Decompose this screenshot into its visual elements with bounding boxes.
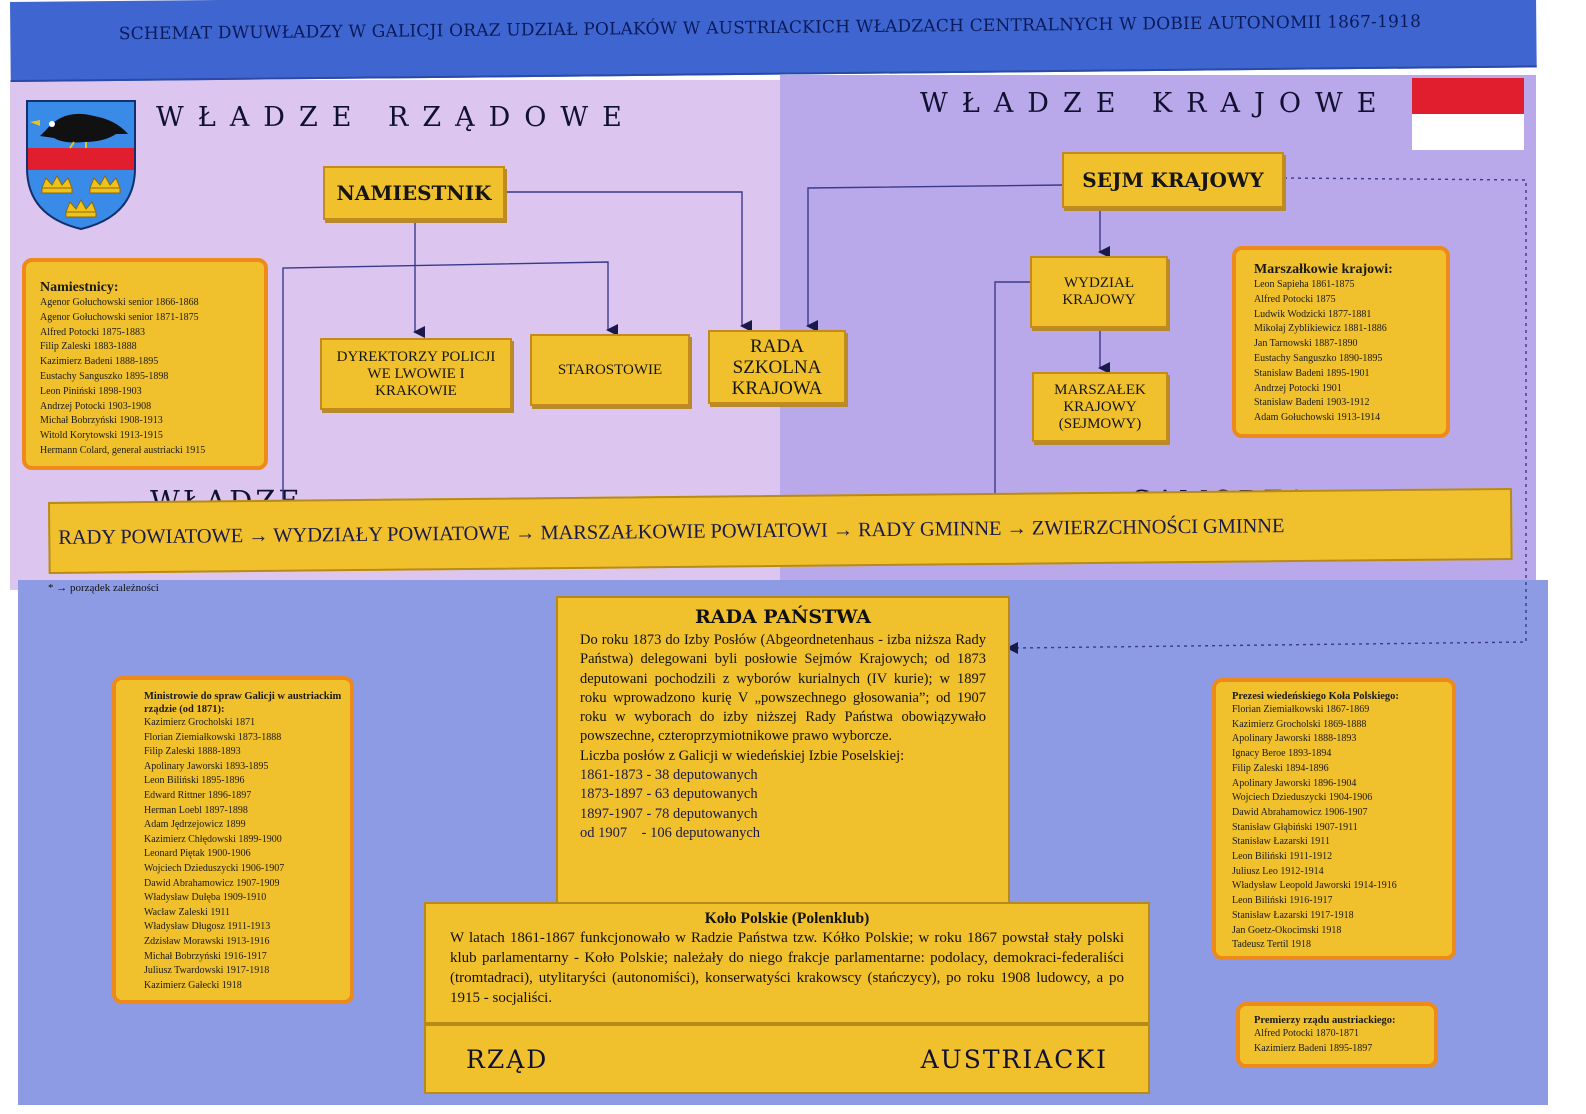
namiestnik-list-item: Eustachy Sanguszko 1895-1898	[40, 370, 169, 382]
namiestnik-list-item: Agenor Gołuchowski senior 1871-1875	[40, 311, 199, 323]
rada-panstwa-heading: RADA PAŃSTWA	[694, 606, 872, 628]
prezes-list-item: Stanisław Łazarski 1911	[1232, 836, 1330, 848]
panel-premierzy-heading: Premierzy rządu austriackiego:	[1254, 1015, 1396, 1026]
prezes-list-item: Stanisław Głąbiński 1907-1911	[1232, 821, 1358, 833]
panel-marszalkowie	[1232, 246, 1450, 438]
marszalek-list-item: Andrzej Potocki 1901	[1254, 382, 1342, 394]
panel-prezesi-heading: Prezesi wiedeńskiego Koła Polskiego:	[1232, 691, 1399, 702]
kolo-polskie-heading: Koło Polskie (Polenklub)	[704, 910, 870, 927]
minister-list-item: Apolinary Jaworski 1893-1895	[144, 760, 269, 772]
namiestnik-list-item: Agenor Gołuchowski senior 1866-1868	[40, 297, 199, 308]
minister-list-item: Kazimierz Chłędowski 1899-1900	[144, 833, 282, 845]
node-dyrektorzy-policji: DYREKTORZY POLICJI WE LWOWIE I KRAKOWIE	[320, 338, 512, 410]
prezes-list-item: Juliusz Leo 1912-1914	[1232, 865, 1324, 877]
minister-list-item: Kazimierz Grocholski 1871	[144, 717, 256, 728]
node-starostowie: STAROSTOWIE	[530, 334, 690, 406]
kolo-polskie-text: W latach 1861-1867 funkcjonowało w Radzie Państwa tzw. Kółko Polskie; w roku 1867 powstał stały polski klub parlamentarny - Koło Polskie; należały do niego frakcje parlamentarne: podolacy, demokraci-federaliści (tromtadraci), utylitaryści (autonomiści), konserwatyści krakowscy (stańczycy), po roku 1908 ludowcy, a po 1915 - socjaliści.	[450, 930, 1124, 1006]
panel-ministrowie-heading: Ministrowie do spraw Galicji w austriackim rządzie (od 1871):	[144, 691, 342, 715]
namiestnik-list-item: Kazimierz Badeni 1888-1895	[40, 356, 159, 368]
panel-premierzy	[1236, 1002, 1438, 1068]
prezes-list-item: Florian Ziemiałkowski 1867-1869	[1232, 704, 1370, 715]
namiestnik-list-item: Alfred Potocki 1875-1883	[40, 326, 145, 338]
prezes-list-item: Tadeusz Tertil 1918	[1232, 939, 1311, 951]
marszalek-list-item: Adam Gołuchowski 1913-1914	[1254, 412, 1381, 424]
panel-marszalkowie-heading: Marszałkowie krajowi:	[1254, 262, 1393, 277]
minister-list-item: Wojciech Dzieduszycki 1906-1907	[144, 862, 285, 874]
minister-list-item: Władysław Dułęba 1909-1910	[144, 892, 267, 904]
minister-list-item: Michał Bobrzyński 1916-1917	[144, 950, 267, 962]
namiestnik-list-item: Filip Zaleski 1883-1888	[40, 341, 137, 353]
node-marszalek-krajowy: MARSZAŁEK KRAJOWY (SEJMOWY)	[1032, 372, 1168, 442]
marszalek-list-item: Eustachy Sanguszko 1890-1895	[1254, 352, 1383, 364]
minister-list-item: Edward Rittner 1896-1897	[144, 789, 252, 801]
minister-list-item: Adam Jędrzejowicz 1899	[144, 819, 246, 831]
footnote: * → porządek zależności	[48, 582, 159, 594]
marszalek-list-item: Jan Tarnowski 1887-1890	[1254, 338, 1358, 350]
panel-prezesi	[1212, 678, 1456, 960]
premier-list-item: Kazimierz Badeni 1895-1897	[1254, 1042, 1373, 1054]
rada-panstwa-text: Do roku 1873 do Izby Posłów (Abgeordnetenhaus - izba niższa Rady Państwa) delegowani byli posłowie Sejmów Krajowych; od 1873 deputowani pochodzili z wyborów kurialnych (IV kurie); w 1897 roku wprowadzono kurię V „powszechnego głosowania”; od 1907 roku w wyborach do izby niższej Rady Państwa obowiązywało powszechne, czteroprzymiotnikowe prawo wyborcze.	[580, 632, 986, 745]
namiestnik-list-item: Hermann Colard, generał austriacki 1915	[40, 444, 206, 456]
minister-list-item: Juliusz Twardowski 1917-1918	[144, 965, 270, 977]
prezesi-list	[1232, 703, 1444, 953]
prezes-list-item: Wojciech Dzieduszycki 1904-1906	[1232, 792, 1373, 804]
premierzy-list	[1254, 1027, 1426, 1057]
panel-namiestnicy-heading: Namiestnicy:	[40, 280, 119, 295]
prezes-list-item: Apolinary Jaworski 1888-1893	[1232, 733, 1357, 745]
marszalek-list-item: Ludwik Wodzicki 1877-1881	[1254, 308, 1372, 320]
prezes-list-item: Filip Zaleski 1894-1896	[1232, 762, 1329, 774]
minister-list-item: Florian Ziemiałkowski 1873-1888	[144, 731, 282, 743]
rzad-austriacki-strip	[424, 1024, 1150, 1094]
prezes-list-item: Jan Goetz-Okocimski 1918	[1232, 924, 1342, 936]
prezes-list-item: Dawid Abrahamowicz 1906-1907	[1232, 806, 1368, 818]
prezes-list-item: Leon Biliński 1911-1912	[1232, 851, 1333, 863]
panel-ministrowie	[112, 676, 354, 1004]
node-sejm-krajowy: SEJM KRAJOWY	[1062, 152, 1284, 208]
prezes-list-item: Apolinary Jaworski 1896-1904	[1232, 777, 1357, 789]
marszalkowie-list	[1254, 278, 1438, 426]
rada-panstwa-stats-heading: Liczba posłów z Galicji w wiedeńskiej Izbie Poselskiej:	[580, 747, 905, 764]
namiestnik-list-item: Leon Piniński 1898-1903	[40, 385, 142, 397]
node-wydzial-krajowy: WYDZIAŁ KRAJOWY	[1030, 256, 1168, 328]
marszalek-list-item: Mikołaj Zyblikiewicz 1881-1886	[1254, 323, 1387, 335]
samorzad-strip: RADY POWIATOWE → WYDZIAŁY POWIATOWE → MARSZAŁKOWIE POWIATOWI → RADY GMINNE → ZWIERZCHNOŚCI GMINNE	[48, 488, 1513, 574]
prezes-list-item: Leon Biliński 1916-1917	[1232, 895, 1333, 907]
minister-list-item: Kazimierz Gałecki 1918	[144, 979, 242, 991]
minister-list-item: Wacław Zaleski 1911	[144, 906, 231, 918]
minister-list-item: Władysław Długosz 1911-1913	[144, 921, 271, 933]
prezes-list-item: Władysław Leopold Jaworski 1914-1916	[1232, 880, 1397, 892]
minister-list-item: Zdzisław Morawski 1913-1916	[144, 935, 270, 947]
namiestnik-list-item: Witold Korytowski 1913-1915	[40, 430, 163, 442]
prezes-list-item: Stanisław Łazarski 1917-1918	[1232, 909, 1354, 921]
prezes-list-item: Kazimierz Grocholski 1869-1888	[1232, 718, 1367, 730]
panel-kolo-polskie	[424, 902, 1150, 1024]
minister-list-item: Dawid Abrahamowicz 1907-1909	[144, 877, 280, 889]
marszalek-list-item: Leon Sapieha 1861-1875	[1254, 279, 1355, 290]
heading-wladze-rzadowe: WŁADZE RZĄDOWE	[156, 102, 636, 133]
node-namiestnik: NAMIESTNIK	[323, 166, 505, 220]
rada-panstwa-stats-list	[580, 766, 986, 843]
deputies-stat-item: od 1907 - 106 deputowanych	[580, 824, 761, 841]
deputies-stat-item: 1861-1873 - 38 deputowanych	[580, 767, 758, 784]
prezes-list-item: Ignacy Beroe 1893-1894	[1232, 748, 1332, 760]
ministrowie-list	[144, 716, 342, 993]
minister-list-item: Herman Loebl 1897-1898	[144, 804, 248, 816]
minister-list-item: Leon Biliński 1895-1896	[144, 775, 245, 787]
namiestnik-list-item: Andrzej Potocki 1903-1908	[40, 400, 152, 412]
marszalek-list-item: Stanisław Badeni 1895-1901	[1254, 367, 1370, 379]
heading-wladze-krajowe: WŁADZE KRAJOWE	[920, 88, 1391, 119]
namiestnik-list-item: Michał Bobrzyński 1908-1913	[40, 415, 163, 427]
namiestnicy-list	[40, 296, 254, 459]
panel-rada-panstwa	[556, 596, 1010, 904]
page-title: SCHEMAT DWUWŁADZY W GALICJI ORAZ UDZIAŁ POLAKÓW W AUSTRIACKICH WŁADZACH CENTRALNYCH W DOBIE AUTONOMII 1867-1918	[118, 11, 1422, 45]
minister-list-item: Filip Zaleski 1888-1893	[144, 746, 241, 758]
deputies-stat-item: 1873-1897 - 63 deputowanych	[580, 786, 758, 803]
panel-namiestnicy	[22, 258, 268, 470]
deputies-stat-item: 1897-1907 - 78 deputowanych	[580, 805, 758, 822]
premier-list-item: Alfred Potocki 1870-1871	[1254, 1028, 1359, 1039]
marszalek-list-item: Alfred Potocki 1875	[1254, 293, 1336, 305]
node-rada-szkolna: RADA SZKOLNA KRAJOWA	[708, 330, 846, 404]
minister-list-item: Leonard Piętak 1900-1906	[144, 848, 251, 860]
rzad-austriacki-label: RZĄD AUSTRIACKI	[466, 1044, 1108, 1074]
marszalek-list-item: Stanisław Badeni 1903-1912	[1254, 397, 1370, 409]
